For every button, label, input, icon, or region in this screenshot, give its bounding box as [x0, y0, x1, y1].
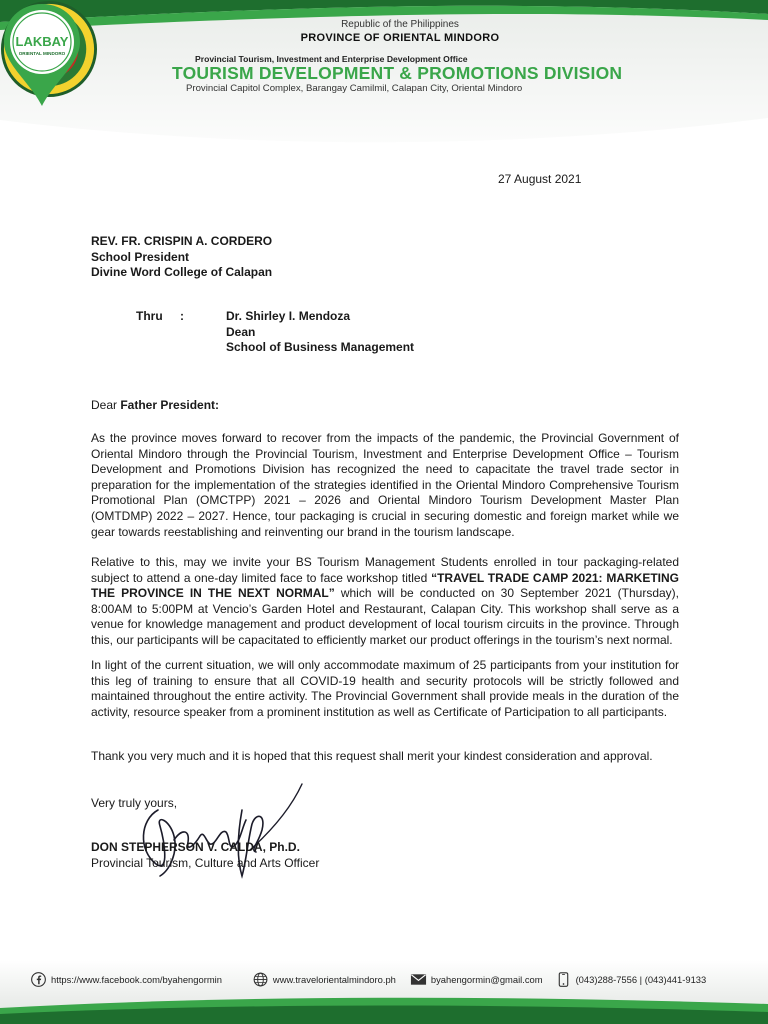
phone-numbers: (043)288-7556 | (043)441-9133	[575, 973, 707, 985]
email-link[interactable]: byahengormin@gmail.com	[430, 973, 543, 985]
thru-position: Dean	[226, 324, 256, 339]
website-link[interactable]: www.travelorientalmindoro.ph	[272, 973, 396, 985]
paragraph-intro: As the province moves forward to recover from the impacts of the pandemic, the Provincial Government of Oriental Mindoro through the Provincial Tourism, Investment and Enterprise Development Office – Tourism Development and Promotions Division has recognized the need to capacitate the travel trade sector in preparation for the implementation of the strategies identified in the Oriental Mindoro Comprehensive Tourism Promotional Plan (OMCTPP) 2021 – 2026 and Oriental Mindoro Tourism Development Master Plan (OMTDMP) 2022 – 2027. Hence, tour packaging is crucial in securing domestic and foreign market while we gear towards reestablishing and reinventing our brand in the tourism landscape.	[91, 431, 679, 539]
division-title: TOURISM DEVELOPMENT & PROMOTIONS DIVISION	[172, 63, 623, 83]
footer-website[interactable]	[252, 972, 396, 987]
thru-label: Thru	[136, 309, 163, 323]
phone-icon	[555, 972, 572, 987]
event-title: “TRAVEL TRADE CAMP 2021: MARKETING THE PROVINCE IN THE NEXT NORMAL”	[91, 570, 680, 601]
letterhead	[0, 0, 768, 170]
invitation-text-after: which will be conducted on 30 September 2021 (Thursday), 8:00AM to 5:00PM at Vencio’s Garden Hotel and Restaurant, Calapan City. This workshop shall serve as a venue for knowledge management and product development of local tourism circuits in the province. Through this, our participants will be capacitated to efficiently market our product offerings in the tourism’s next normal.	[91, 586, 679, 647]
paragraph-thanks: Thank you very much and it is hoped that this request shall merit your kindest consideration and approval.	[91, 749, 653, 763]
letter-date: 27 August 2021	[498, 172, 582, 186]
signatory-name: DON STEPHERSON V. CALDA, Ph.D.	[91, 840, 300, 854]
closing-line: Very truly yours,	[91, 796, 178, 810]
handwritten-signature	[130, 780, 320, 890]
footer-phone	[555, 972, 707, 987]
letterhead-text	[172, 18, 628, 45]
invitation-text-before: Relative to this, may we invite your BS Tourism Management Students enrolled in tour packaging-related subject to attend a one-day limited face to face workshop titled	[91, 555, 679, 585]
footer-facebook[interactable]	[30, 972, 222, 987]
addressee-name: REV. FR. CRISPIN A. CORDERO	[91, 234, 273, 248]
footer-contacts	[30, 971, 706, 987]
signatory-title: Provincial Tourism, Culture and Arts Officer	[91, 856, 320, 870]
thru-recipient-block	[226, 309, 414, 356]
footer-email[interactable]	[410, 972, 543, 987]
paragraph-invitation	[91, 555, 679, 649]
globe-icon	[252, 972, 269, 987]
lakbay-oriental-mindoro-logo	[0, 0, 84, 110]
province-line: PROVINCE OF ORIENTAL MINDORO	[300, 32, 500, 44]
facebook-icon	[30, 972, 47, 987]
footer-band	[0, 960, 768, 1024]
envelope-icon	[410, 972, 427, 987]
salutation	[91, 398, 219, 412]
salutation-prefix: Dear	[91, 398, 121, 412]
addressee-institution: Divine Word College of Calapan	[91, 265, 273, 279]
office-line: Provincial Tourism, Investment and Enterprise Development Office	[195, 54, 468, 64]
republic-line: Republic of the Philippines	[341, 19, 459, 30]
thru-colon: :	[180, 309, 184, 323]
facebook-link[interactable]: https://www.facebook.com/byahengormin	[51, 973, 222, 985]
lakbay-logo-text: LAKBAY	[15, 34, 69, 49]
footer-background	[0, 960, 768, 1024]
salutation-name: Father President:	[120, 398, 220, 412]
thru-office: School of Business Management	[226, 340, 415, 354]
office-address: Provincial Capitol Complex, Barangay Camilmil, Calapan City, Oriental Mindoro	[186, 83, 523, 94]
thru-name: Dr. Shirley I. Mendoza	[226, 309, 351, 323]
lakbay-logo-subtext: ORIENTAL MINDORO	[18, 51, 66, 56]
paragraph-participants: In light of the current situation, we will only accommodate maximum of 25 participants from your institution for this leg of training to ensure that all COVID-19 health and security protocols will be strictly followed and maintained throughout the entire activity. The Provincial Government shall provide meals in the duration of the activity, resource speaker from a prominent institution as well as Certificate of Participation to all participants.	[91, 658, 679, 719]
addressee-position: School President	[91, 249, 190, 264]
addressee-block	[91, 234, 272, 281]
